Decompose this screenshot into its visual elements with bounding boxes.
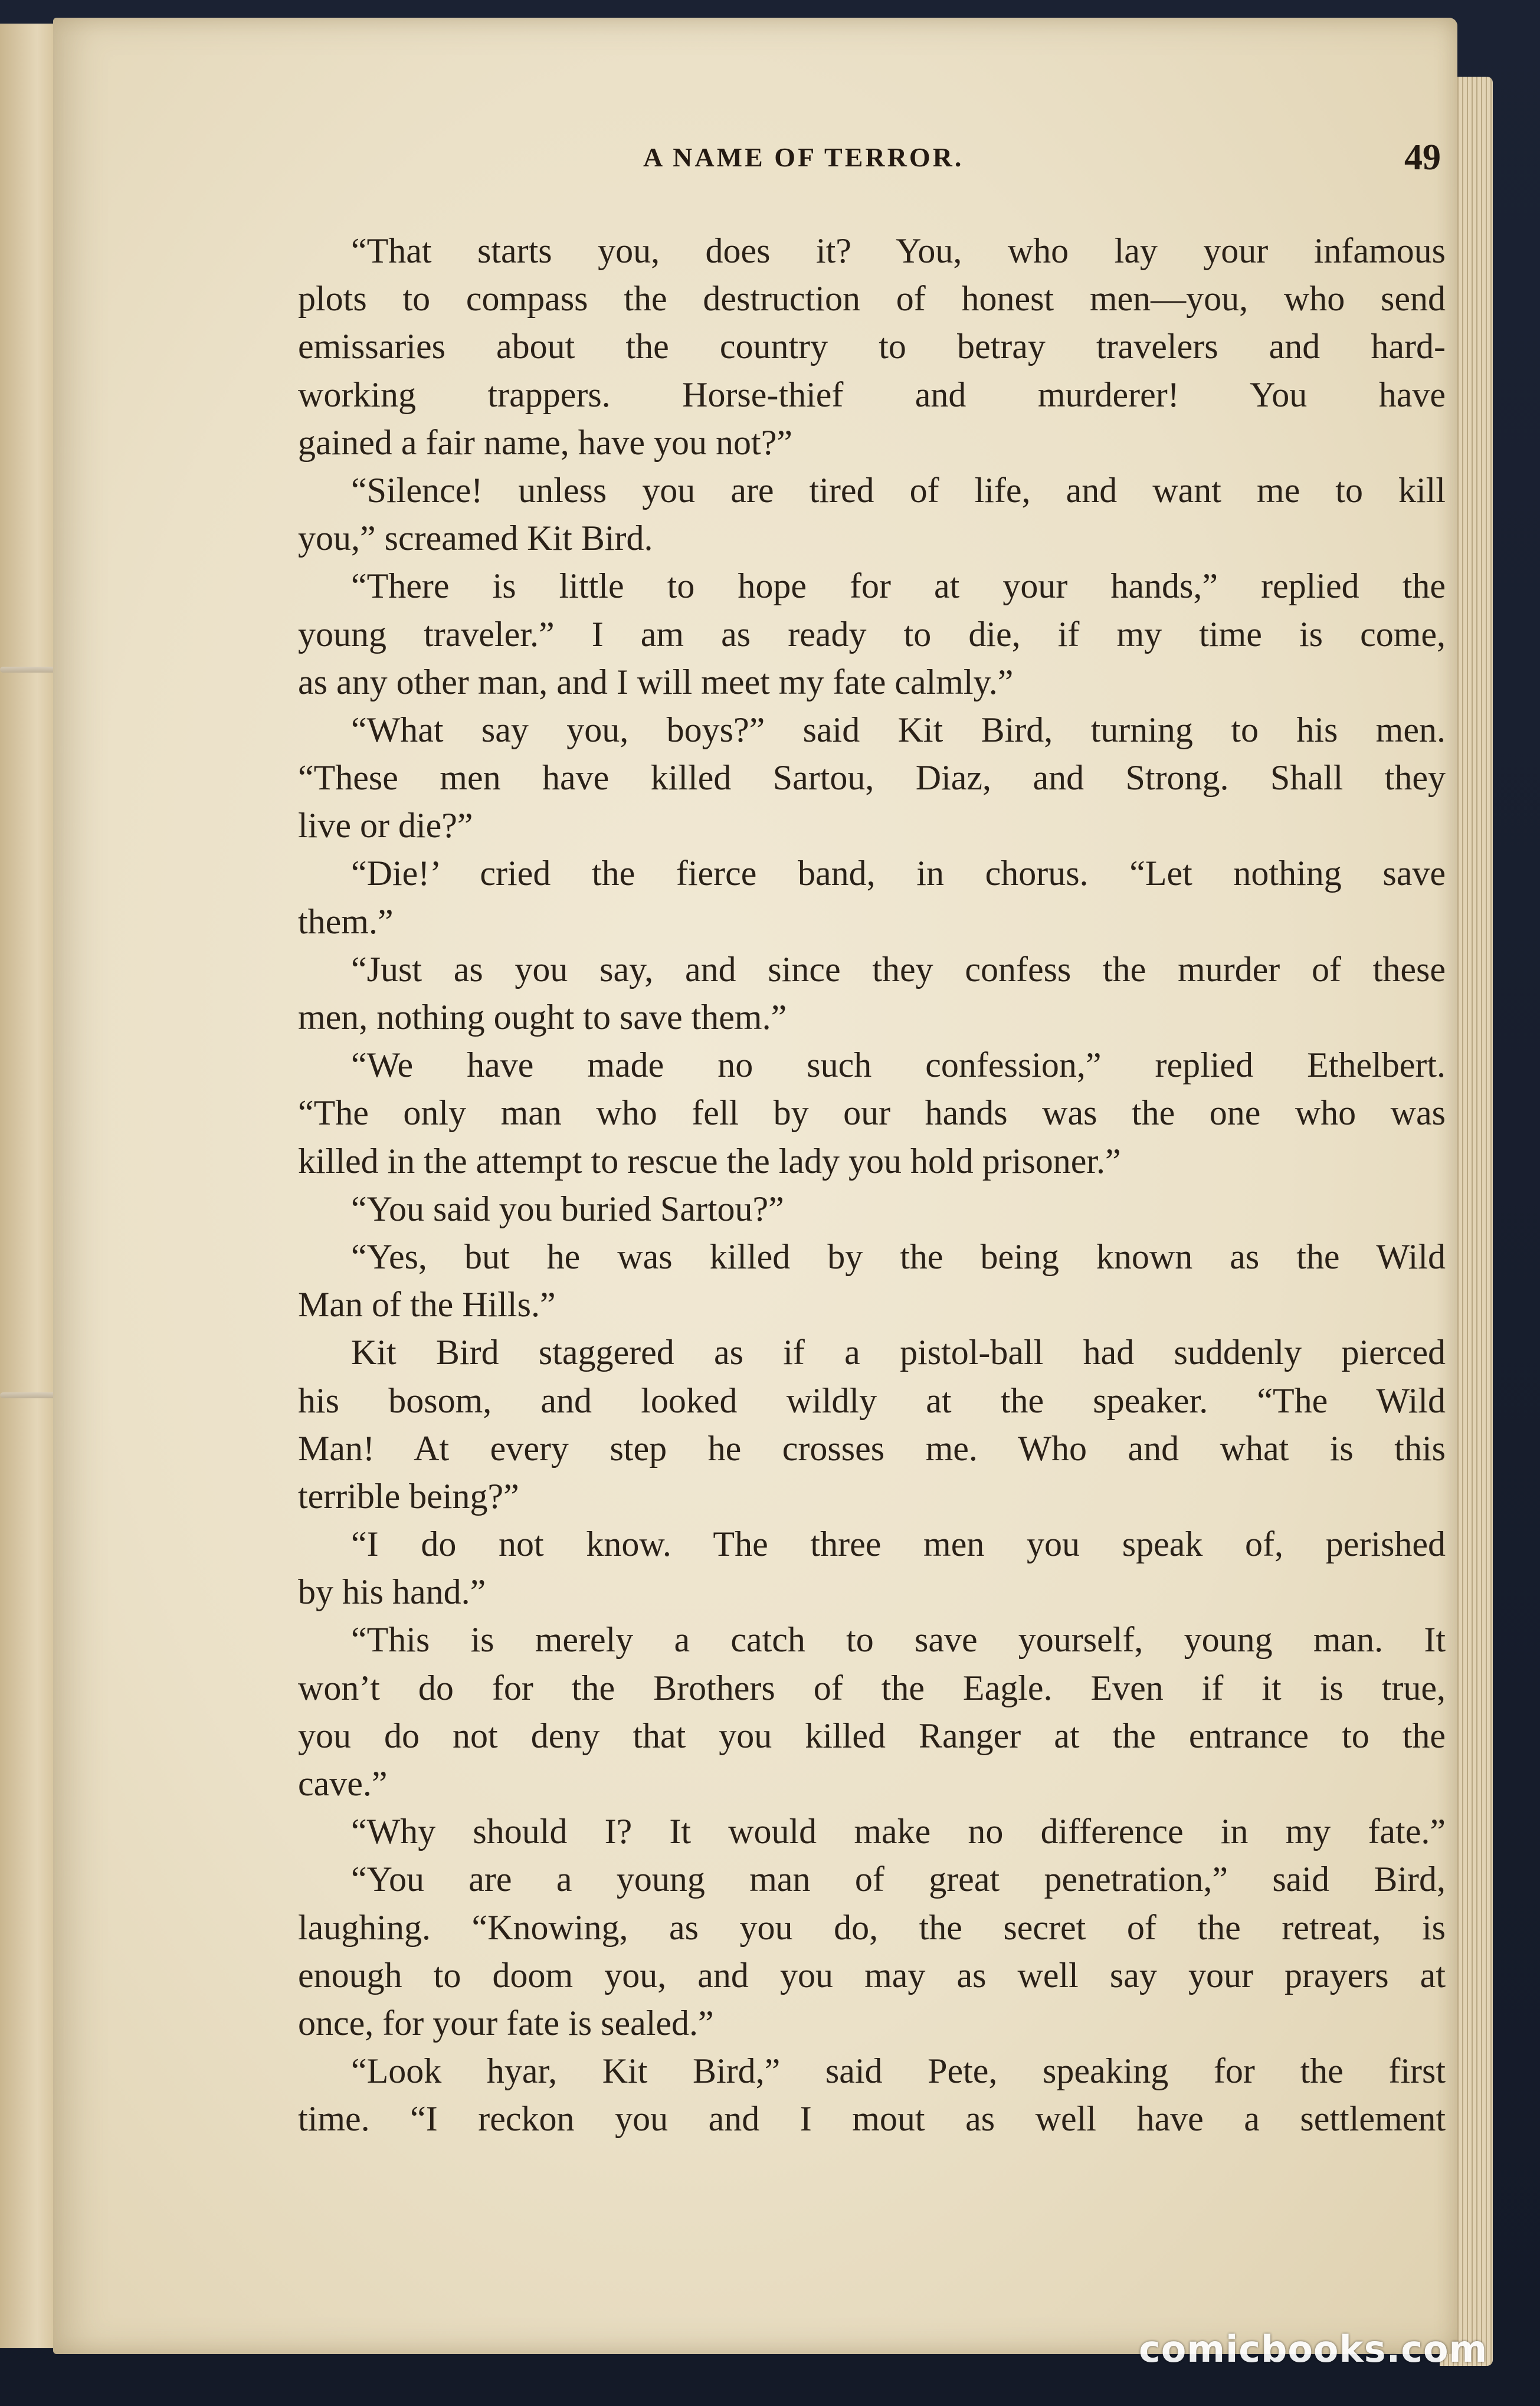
body-text (298, 227, 1446, 2143)
text-line: men, nothing ought to save them.” (298, 998, 787, 1037)
text-line: Man of the Hills.” (298, 1285, 556, 1325)
text-line: “That starts you, does it? You, who lay your infamous (351, 231, 1446, 270)
text-line: “The only man who fell by our hands was the one who was (298, 1093, 1446, 1133)
facing-page-edge (0, 24, 55, 2348)
text-line: “This is merely a catch to save yourself, young man. It (351, 1620, 1446, 1660)
text-line: “You said you buried Sartou?” (351, 1189, 784, 1228)
text-line: once, for your fate is sealed.” (298, 2003, 714, 2043)
text-line: enough to doom you, and you may as well say your prayers at (298, 1955, 1446, 1995)
text-line: working trappers. Horse-thief and murderer! You have (298, 375, 1446, 414)
text-line: “These men have killed Sartou, Diaz, and Strong. Shall they (298, 758, 1446, 798)
text-line: won’t do for the Brothers of the Eagle. Even if it is true, (298, 1668, 1446, 1707)
text-line: killed in the attempt to rescue the lady you hold prisoner.” (298, 1141, 1121, 1181)
text-line: terrible being?” (298, 1476, 519, 1516)
watermark-logo: comicbooks.com (1139, 2328, 1488, 2371)
text-line: plots to compass the destruction of honest men—you, who send (298, 279, 1446, 319)
text-line: young traveler.” I am as ready to die, if my time is come, (298, 614, 1446, 654)
text-line: you do not deny that you killed Ranger at the entrance to the (298, 1716, 1446, 1755)
text-line: Kit Bird staggered as if a pistol-ball had suddenly pierced (351, 1333, 1446, 1372)
text-line: “Silence! unless you are tired of life, and want me to kill (351, 470, 1446, 510)
text-line: laughing. “Knowing, as you do, the secret of the retreat, is (298, 1907, 1446, 1947)
text-line: “Just as you say, and since they confess the murder of these (351, 949, 1446, 989)
running-title: A NAME OF TERROR. (643, 142, 964, 172)
text-line: gained a fair name, have you not?” (298, 422, 792, 462)
text-line: Man! At every step he crosses me. Who and what is this (298, 1428, 1446, 1468)
text-line: by his hand.” (298, 1572, 486, 1612)
text-line: “You are a young man of great penetration,” said Bird, (351, 1860, 1446, 1899)
text-line: “Die!’ cried the fierce band, in chorus. “Let nothing save (351, 854, 1446, 893)
text-line: live or die?” (298, 806, 473, 845)
text-line: “What say you, boys?” said Kit Bird, turning to his men. (351, 710, 1446, 749)
text-line: time. “I reckon you and I mout as well have a settlement (298, 2099, 1446, 2139)
page-number: 49 (1404, 137, 1441, 178)
text-line: “Look hyar, Kit Bird,” said Pete, speaking for the first (351, 2051, 1446, 2091)
text-line: you,” screamed Kit Bird. (298, 519, 653, 558)
text-line: “We have made no such confession,” replied Ethelbert. (351, 1045, 1446, 1085)
running-header (0, 137, 1441, 189)
text-line: cave.” (298, 1764, 388, 1803)
text-line: them.” (298, 902, 394, 941)
text-line: his bosom, and looked wildly at the speaker. “The Wild (298, 1381, 1446, 1420)
text-line: emissaries about the country to betray travelers and hard- (298, 327, 1446, 366)
text-line: “Yes, but he was killed by the being known as the Wild (351, 1237, 1446, 1276)
text-line: “Why should I? It would make no difference in my fate.” (351, 1812, 1446, 1851)
text-line: “There is little to hope for at your hands,” replied the (351, 566, 1446, 606)
text-line: as any other man, and I will meet my fate calmly.” (298, 662, 1014, 702)
text-line: “I do not know. The three men you speak of, perished (351, 1525, 1446, 1564)
